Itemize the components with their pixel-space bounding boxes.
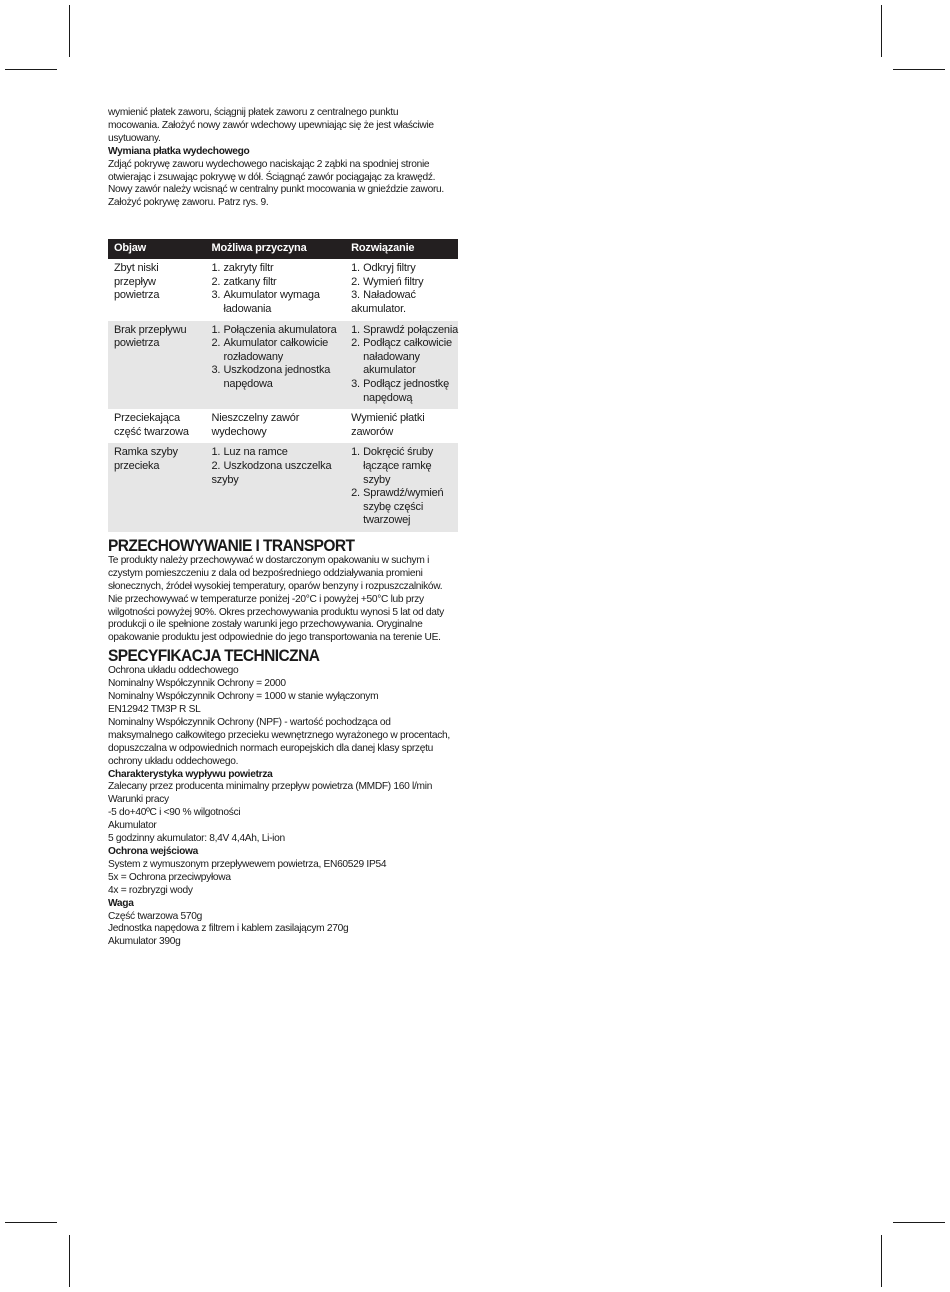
symptom-cell: Ramka szyby przecieka [108, 443, 205, 532]
column-header: Możliwa przyczyna [205, 239, 345, 259]
table-row [108, 409, 458, 443]
storage-title: PRZECHOWYWANIE I TRANSPORT [108, 536, 355, 555]
crop-mark [5, 1222, 57, 1223]
solution-cell: 1. Sprawdź połączenia 2. Podłącz całkowicie naładowany akumulator 3. Podłącz jednostkę napędową [345, 321, 458, 410]
solution-cell: Wymienić płatki zaworów [351, 412, 425, 438]
crop-mark [69, 5, 70, 57]
text-line: wymienić płatek zaworu, ściągnij płatek zaworu z centralnego punktu [108, 107, 399, 118]
cause-cell: Nieszczelny zawór wydechowy [211, 412, 300, 438]
table-row [108, 443, 458, 532]
cause-cell: 1. Luz na ramce 2. Uszkodzona uszczelka szyby [205, 443, 345, 532]
symptom-cell: Przeciekająca część twarzowa [114, 412, 189, 438]
crop-mark [69, 1235, 70, 1287]
airflow-heading: Charakterystyka wypływu powietrza [108, 768, 273, 780]
crop-mark [881, 5, 882, 57]
text-line: mocowania. Założyć nowy zawór wdechowy upewniając się że jest właściwie [108, 119, 434, 131]
troubleshooting-table [108, 239, 458, 532]
column-header: Objaw [108, 239, 205, 259]
solution-cell: 1. Odkryj filtry 2. Wymień filtry 3. Naładować akumulator. [351, 262, 424, 316]
table-row [108, 321, 458, 410]
crop-mark [881, 1235, 882, 1287]
table-header-row [108, 239, 458, 259]
page-content [108, 107, 460, 949]
text-line: otwierając i zsuwając pokrywę w dół. Ściągnąć zawór pociągając za krawędź. [108, 171, 436, 183]
solution-cell: 1. Dokręcić śruby łączące ramkę szyby 2. Sprawdź/wymień szybę części twarzowej [345, 443, 458, 532]
text-line: usytuowany. [108, 132, 161, 144]
cause-cell: 1. Połączenia akumulatora 2. Akumulator całkowicie rozładowany 3. Uszkodzona jednostka napędowa [205, 321, 345, 410]
symptom-cell: Zbyt niski przepływ powietrza [114, 262, 160, 302]
text-line: Założyć pokrywę zaworu. Patrz rys. 9. [108, 197, 269, 209]
intro-paragraph [108, 107, 460, 210]
symptom-cell: Brak przepływu powietrza [108, 321, 205, 410]
table-row [108, 259, 458, 320]
crop-mark [893, 69, 945, 70]
spec-title: SPECYFIKACJA TECHNICZNA [108, 647, 320, 666]
text-line: Zdjąć pokrywę zaworu wydechowego naciskając 2 ząbki na spodniej stronie [108, 158, 430, 170]
crop-mark [5, 69, 57, 70]
ingress-heading: Ochrona wejściowa [108, 845, 199, 857]
column-header: Rozwiązanie [345, 239, 458, 259]
cause-cell: 1. zakryty filtr 2. zatkany filtr 3. Akumulator wymaga ładowania [211, 262, 320, 316]
spec-paragraph: Ochrona układu oddechowego Nominalny Współczynnik Ochrony = 2000 Nominalny Współczynnik Ochrony = 1000 w stanie wyłączonym EN12942 TM3P R SL Nominalny Współczynnik Ochrony (NPF) - wartość pochodząca od maksymalnego całkowitego przecieku wewnętrznego wyrażonego w procentach, dopuszczalna w odpowiednich normach europejskich dla danej klasy sprzętu ochrony układu oddechowego. Charakterystyka wypływu powietrza Zalecany przez producenta minimalny przepływ powietrza (MMDF) 160 l/min Warunki pracy -5 do+40ºC i <90 % wilgotności Akumulator 5 godzinny akumulator: 8,4V 4,4Ah, Li-ion Ochrona wejściowa System z wymuszonym przepływewem powietrza, EN60529 IP54 5x = Ochrona przeciwpyłowa 4x = rozbryzgi wody Waga Część twarzowa 570g Jednostka napędowa z filtrem i kablem zasilającym 270g Akumulator 390g [108, 665, 460, 949]
exhale-heading: Wymiana płatka wydechowego [108, 145, 250, 157]
weight-heading: Waga [108, 897, 134, 909]
storage-paragraph: Te produkty należy przechowywać w dostarczonym opakowaniu w suchym i czystym pomieszczeniu z dala od bezpośredniego oddziaływania promieni słonecznych, źródeł wysokiej temperatury, oparów benzyny i rozpuszczalników. Nie przechowywać w temperaturze poniżej -20°C i powyżej +50°C lub przy wilgotności powyżej 90%. Okres przechowywania produktu wynosi 5 lat od daty produkcji o ile spełnione zostały warunki jego przechowywania. Oryginalne opakowanie produktu jest odpowiednie do jego transportowania na terenie UE. [108, 554, 444, 644]
text-line: Nowy zawór należy wcisnąć w centralny punkt mocowania w gnieździe zaworu. [108, 184, 444, 196]
crop-mark [893, 1222, 945, 1223]
